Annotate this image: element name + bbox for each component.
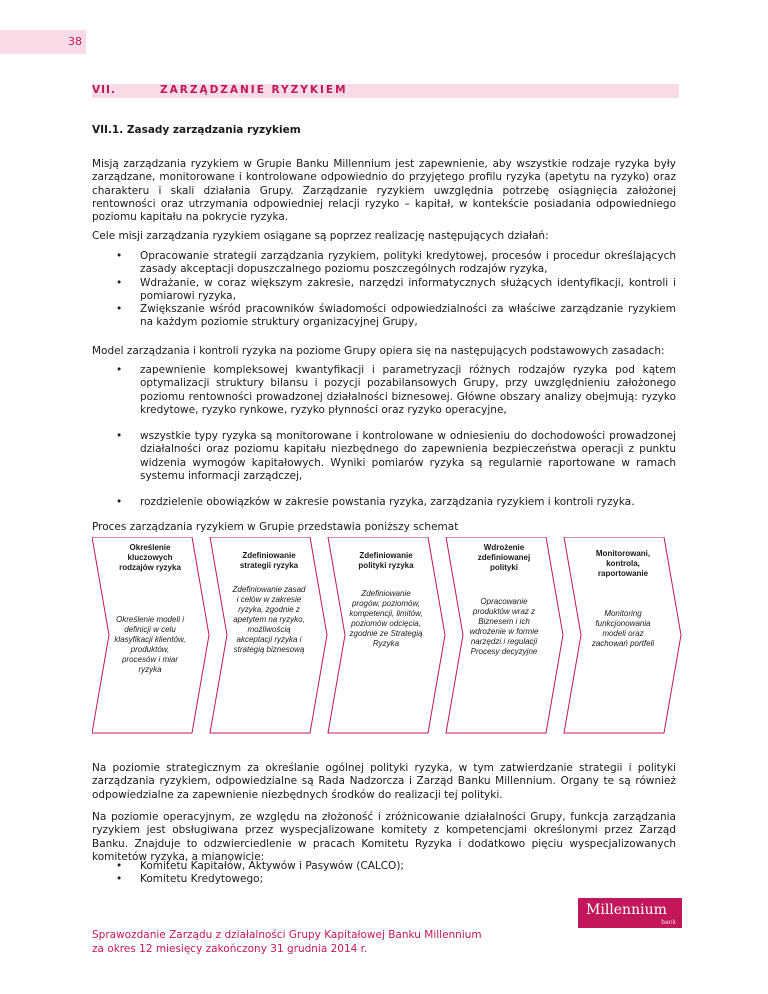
list-item: • wszystkie typy ryzyka są monitorowane i kontrolowane w odniesieniu do dochodowości prowadzonej działalności oraz poziomu kapitału niezbędnego do zapewnienia bezpieczeństwa operacji z punktu widzenia wymogów kapitałowych. Wyniki pomiarów ryzyka są regularnie raportowane w ramach systemu informacji zarządczej,: [92, 430, 676, 483]
section-title: ZARZĄDZANIE RYZYKIEM: [160, 84, 348, 96]
page-number: 38: [0, 30, 86, 54]
schema-title: Proces zarządzania ryzykiem w Grupie przedstawia poniższy schemat: [92, 521, 459, 533]
footer-line-1: Sprawozdanie Zarządu z działalności Grupy Kapitałowej Banku Millennium: [92, 929, 482, 941]
step-1-title: Określenie kluczowych rodzajów ryzyka: [119, 543, 181, 572]
step-2-body: Zdefiniowanie zasad i celów w zakresie ryzyka, zgodnie z apetytem na ryzyko, możliwością akceptacji ryzyka i strategią biznesową: [232, 585, 306, 654]
step-4-title: Wdrożenie zdefiniowanej polityki: [477, 543, 531, 572]
list-item: • Opracowanie strategii zarządzania ryzykiem, polityki kredytowej, procesów i procedur określających zasady akceptacji dopuszczalnego poziomu poszczególnych rodzajów ryzyka,: [92, 250, 676, 277]
subsection-title: VII.1. Zasady zarządzania ryzykiem: [92, 124, 301, 136]
logo-subtext: bank: [661, 919, 676, 926]
step-1-body: Określenie modeli i definicji w celu klasyfikacji klientów, produktów, procesów i miar ryzyka: [114, 615, 186, 674]
logo-wordmark: Millennium: [586, 902, 667, 918]
paragraph-model: Model zarządzania i kontroli ryzyka na poziome Grupy opiera się na następujących podstawowych zasadach:: [92, 345, 665, 357]
list-item: • Komitetu Kredytowego;: [92, 873, 676, 886]
step-5-title: Monitorowani, kontrola, raportowanie: [595, 549, 651, 578]
step-3-title: Zdefiniowanie polityki ryzyka: [358, 551, 414, 570]
paragraph-goals: Cele misji zarządzania ryzykiem osiągane są poprzez realizację następujących działań:: [92, 230, 549, 242]
list-item: • Wdrażanie, w coraz większym zakresie, narzędzi informatycznych służących identyfikacji, kontroli i pomiarowi ryzyka,: [92, 277, 676, 304]
step-4-body: Opracowanie produktów wraz z Biznesem i ich wdrożenie w formie narzędzi i regulacji Procesy decyzyjne: [469, 597, 539, 656]
footer-line-2: za okres 12 miesięcy zakończony 31 grudnia 2014 r.: [92, 943, 368, 955]
risk-process-diagram: [92, 537, 682, 737]
paragraph-operational: Na poziomie operacyjnym, ze względu na złożoność i zróżnicowanie działalności Grupy, funkcja zarządzania ryzykiem jest obsługiwana przez wyspecjalizowane komitety z kompetencjami określonymi przez Zarząd Banku. Znajduje to odzwierciedlenie w pracach Komitetu Ryzyka i dodatkowo pięciu wyspecjalizowanych komitetów ryzyka, a mianowicie:: [92, 811, 676, 863]
committees-list: [92, 860, 676, 887]
millennium-logo: [578, 898, 682, 928]
step-5-body: Monitoring funkcjonowania modeli oraz zachowań portfeli: [591, 609, 655, 648]
list-item: • Zwiększanie wśród pracowników świadomości odpowiedzialności za właściwe zarządzanie ryzykiem na każdym poziomie struktury organizacyjnej Grupy,: [92, 303, 676, 330]
principles-list: [92, 364, 676, 510]
step-2-title: Zdefiniowanie strategii ryzyka: [239, 551, 299, 570]
section-number: VII.: [92, 84, 116, 96]
list-item: • Komitetu Kapitałów, Aktywów i Pasywów (CALCO);: [92, 860, 676, 873]
paragraph-mission: Misją zarządzania ryzykiem w Grupie Banku Millennium jest zapewnienie, aby wszystkie rodzaje ryzyka były zarządzane, monitorowane i kontrolowane odpowiednio do przyjętego profilu ryzyka (apetytu na ryzyko) oraz charakteru i skali działania Grupy. Zarządzanie ryzykiem uwzględnia potrzebę osiągnięcia założonej rentowności oraz utrzymania odpowiedniej relacji ryzyko – kapitał, w kontekście posiadania odpowiedniego poziomu kapitału na pokrycie ryzyka.: [92, 158, 676, 224]
goals-list: [92, 250, 676, 330]
list-item: • rozdzielenie obowiązków w zakresie powstania ryzyka, zarządzania ryzykiem i kontroli ryzyka.: [92, 496, 676, 509]
step-3-body: Zdefiniowanie progów, poziomów, kompetencji, limitów, poziomów odcięcia, zgodnie ze Strategią Ryzyka: [349, 589, 423, 648]
paragraph-strategic: Na poziomie strategicznym za określanie ogólnej polityki ryzyka, w tym zatwierdzanie strategii i polityki zarządzania ryzykiem, odpowiedzialne są Rada Nadzorcza i Zarząd Banku Millennium. Organy te są również odpowiedzialne za zapewnienie niezbędnych środków do realizacji tej polityki.: [92, 762, 676, 801]
list-item: • zapewnienie kompleksowej kwantyfikacji i parametryzacji różnych rodzajów ryzyka pod kątem optymalizacji struktury bilansu i pozycji pozabilansowych Grupy, przy uwzględnieniu założonego poziomu rentowności prowadzonej działalności biznesowej. Główne obszary analizy obejmują: ryzyko kredytowe, ryzyko rynkowe, ryzyko płynności oraz ryzyko operacyjne,: [92, 364, 676, 417]
